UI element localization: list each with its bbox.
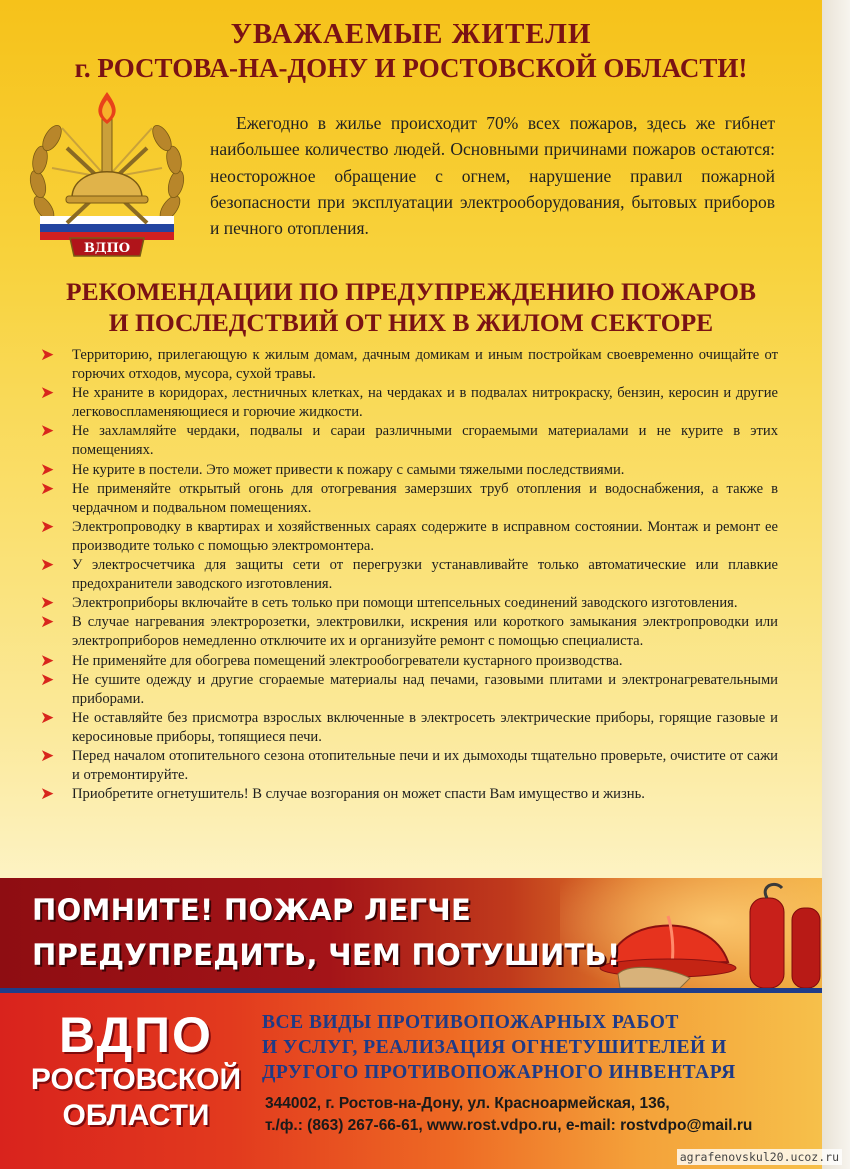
bullet-arrow-icon: ➤ <box>40 612 55 633</box>
org-name-region: РОСТОВСКОЙ <box>30 1063 242 1096</box>
recommendations-title-line2: И ПОСЛЕДСТВИЙ ОТ НИХ В ЖИЛОМ СЕКТОРЕ <box>108 308 714 337</box>
list-item <box>40 671 778 709</box>
list-item-text: Не сушите одежду и другие сгораемые материалы над печами, газовыми плитами и электронагревательными приборами. <box>72 671 778 707</box>
list-item-text: Не храните в коридорах, лестничных клетках, на чердаках и в подвалах нитрокраску, бензин, керосин и другие легковоспламеняющиеся и горючие жидкости. <box>72 385 778 421</box>
list-item <box>40 709 778 747</box>
bullet-arrow-icon: ➤ <box>40 650 55 671</box>
heading-city: г. РОСТОВА-НА-ДОНУ И РОСТОВСКОЙ ОБЛАСТИ! <box>74 53 748 83</box>
recommendations-title <box>0 276 822 338</box>
list-item <box>40 652 778 671</box>
list-item-text: Не применяйте для обогрева помещений электрообогреватели кустарного производства. <box>72 652 623 669</box>
list-item-text: Перед началом отопительного сезона отопительные печи и их дымоходы тщательно проверьте, очистите от сажи и отремонтируйте. <box>72 747 778 784</box>
intro-paragraph: Ежегодно в жилье происходит 70% всех пожаров, здесь же гибнет наибольшее количество людей. Основными причинами пожаров остаются: неосторожное обращение с огнем, нарушение правил пожарной безопасности при эксплуатации электрооборудования, бытовых приборов и печного отопления. <box>210 113 775 239</box>
site-watermark: agrafenovskul20.ucoz.ru <box>677 1149 842 1165</box>
bullet-arrow-icon: ➤ <box>40 593 55 614</box>
list-item-text: У электросчетчика для защиты сети от перегрузки устанавливайте только автоматические или плавкие предохранители заводского изготовления. <box>72 557 778 593</box>
emblem-label: ВДПО <box>83 241 131 256</box>
bullet-arrow-icon: ➤ <box>40 784 55 805</box>
page-edge <box>822 0 850 1169</box>
services-line2: И УСЛУГ, РЕАЛИЗАЦИЯ ОГНЕТУШИТЕЛЕЙ И <box>262 1037 727 1058</box>
list-item-text: Не курите в постели. Это может привести к пожару с самыми тяжелыми последствиями. <box>72 461 625 478</box>
bullet-arrow-icon: ➤ <box>40 555 55 576</box>
list-item-text: Не применяйте открытый огонь для отогревания замерзших труб отопления и водоснабжения, а также в чердачном и подвальном помещениях. <box>72 480 778 516</box>
banner-line1: ПОМНИТЕ! ПОЖАР ЛЕГЧЕ <box>32 893 472 927</box>
services-line1: ВСЕ ВИДЫ ПРОТИВОПОЖАРНЫХ РАБОТ <box>262 1012 679 1033</box>
list-item-text: Электроприборы включайте в сеть только при помощи штепсельных соединений заводского изготовления. <box>72 595 738 612</box>
list-item-text: Не захламляйте чердаки, подвалы и сараи различными сгораемыми материалами и не курите в этих помещениях. <box>72 423 778 459</box>
list-item-text: Не оставляйте без присмотра взрослых включенные в электросеть электрические приборы, горящие газовые и керосиновые приборы, топящиеся печи. <box>72 709 778 745</box>
org-name-oblast: ОБЛАСТИ <box>62 1099 210 1132</box>
list-item <box>40 747 778 785</box>
list-item <box>40 613 778 651</box>
list-item <box>40 518 778 556</box>
list-item <box>40 556 778 594</box>
footer-divider <box>0 988 822 993</box>
services-line3: ДРУГОГО ПРОТИВОПОЖАРНОГО ИНВЕНТАРЯ <box>262 1062 736 1083</box>
list-item-text: В случае нагревания электророзетки, электровилки, искрения или короткого замыкания электропроводки или электроприборов немедленно отключите их и организуйте ремонт с помощью специалиста. <box>72 614 778 650</box>
list-item-text: Территорию, прилегающую к жилым домам, дачным домикам и иным постройкам своевременно очищайте от горючих отходов, мусора, сухой травы. <box>72 347 778 383</box>
bullet-arrow-icon: ➤ <box>40 459 55 480</box>
bullet-arrow-icon: ➤ <box>40 383 55 404</box>
list-item-text: Приобретите огнетушитель! В случае возгорания он может спасти Вам имущество и жизнь. <box>72 786 645 803</box>
address-line: 344002, г. Ростов-на-Дону, ул. Красноармейская, 136, <box>265 1095 670 1112</box>
bullet-arrow-icon: ➤ <box>40 707 55 728</box>
contacts-line: т./ф.: (863) 267-66-61, www.rost.vdpo.ru, e-mail: rostvdpo@mail.ru <box>265 1117 753 1134</box>
list-item <box>40 480 778 518</box>
list-item <box>40 594 778 613</box>
list-item <box>40 785 778 804</box>
heading-greeting: УВАЖАЕМЫЕ ЖИТЕЛИ <box>230 18 592 50</box>
list-item <box>40 384 778 422</box>
banner-line2: ПРЕДУПРЕДИТЬ, ЧЕМ ПОТУШИТЬ! <box>32 938 621 972</box>
bullet-arrow-icon: ➤ <box>40 478 55 499</box>
bullet-arrow-icon: ➤ <box>40 421 55 442</box>
vdpo-emblem-icon <box>22 88 192 263</box>
list-item <box>40 461 778 480</box>
bullet-arrow-icon: ➤ <box>40 669 55 690</box>
bullet-arrow-icon: ➤ <box>40 745 55 766</box>
list-item <box>40 422 778 460</box>
org-name-vdpo: ВДПО <box>59 1007 213 1063</box>
bullet-arrow-icon: ➤ <box>40 516 55 537</box>
list-item <box>40 346 778 384</box>
bullet-arrow-icon: ➤ <box>40 345 55 365</box>
recommendations-title-line1: РЕКОМЕНДАЦИИ ПО ПРЕДУПРЕЖДЕНИЮ ПОЖАРОВ <box>66 277 756 306</box>
recommendations-list <box>40 346 778 804</box>
list-item-text: Электропроводку в квартирах и хозяйственных сараях содержите в исправном состоянии. Монтаж и ремонт ее производите только с помощью электромонтера. <box>72 518 778 554</box>
